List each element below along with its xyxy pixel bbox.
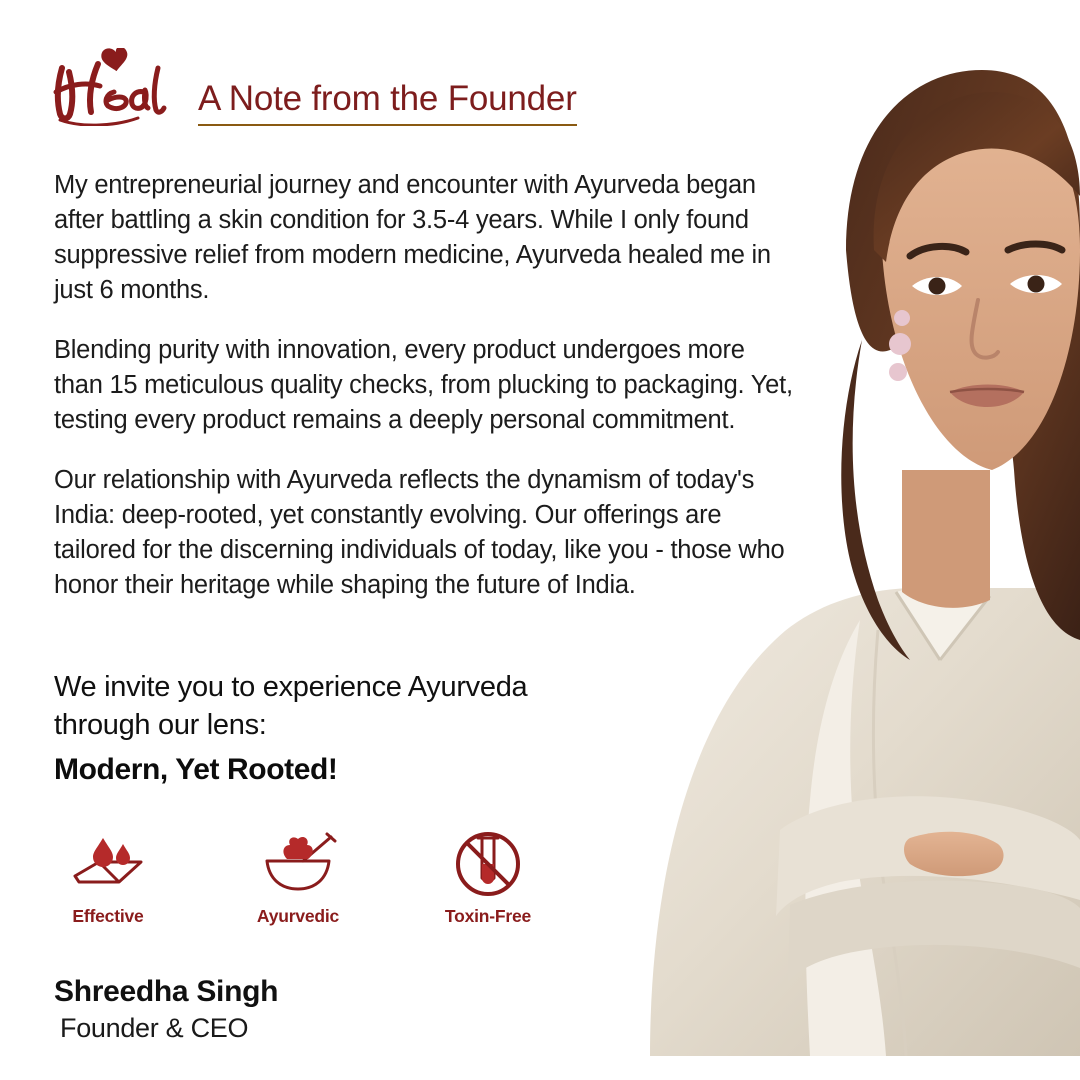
page-title: A Note from the Founder [198, 80, 577, 127]
badge-row [56, 830, 540, 927]
badge-ayurvedic [246, 830, 350, 927]
badge-label: Effective [72, 906, 144, 926]
founder-portrait [610, 0, 1080, 1056]
badge-effective [56, 830, 160, 927]
heal-logo [52, 48, 176, 126]
founder-name: Shreedha Singh [54, 975, 279, 1008]
founder-role: Founder & CEO [60, 1013, 249, 1043]
badge-toxin-free [436, 830, 540, 927]
droplet-on-leaf-icon [69, 830, 147, 896]
paragraph-3: Our relationship with Ayurveda reflects the dynamism of today's India: deep-rooted, yet constantly evolving. Our offerings are tailored for the discerning individuals of today, like you - those who honor their heritage while shaping the future of India. [54, 466, 785, 599]
paragraph-1: My entrepreneurial journey and encounter with Ayurveda began after battling a skin condition for 3.5-4 years. While I only found suppressive relief from modern medicine, Ayurveda healed me in just 6 months. [54, 171, 771, 304]
mortar-and-pestle-icon [257, 830, 339, 896]
header [52, 48, 577, 126]
gold-footer-bar [0, 1056, 1080, 1080]
no-test-tube-icon [452, 830, 524, 896]
invitation-text: We invite you to experience Ayurveda through our lens: [54, 671, 528, 741]
badge-label: Toxin-Free [444, 906, 532, 926]
paragraph-2: Blending purity with innovation, every product undergoes more than 15 meticulous quality checks, from plucking to packaging. Yet, testing every product remains a deeply personal commitment. [54, 336, 793, 434]
badge-label: Ayurvedic [256, 906, 340, 926]
tagline: Modern, Yet Rooted! [54, 753, 338, 786]
